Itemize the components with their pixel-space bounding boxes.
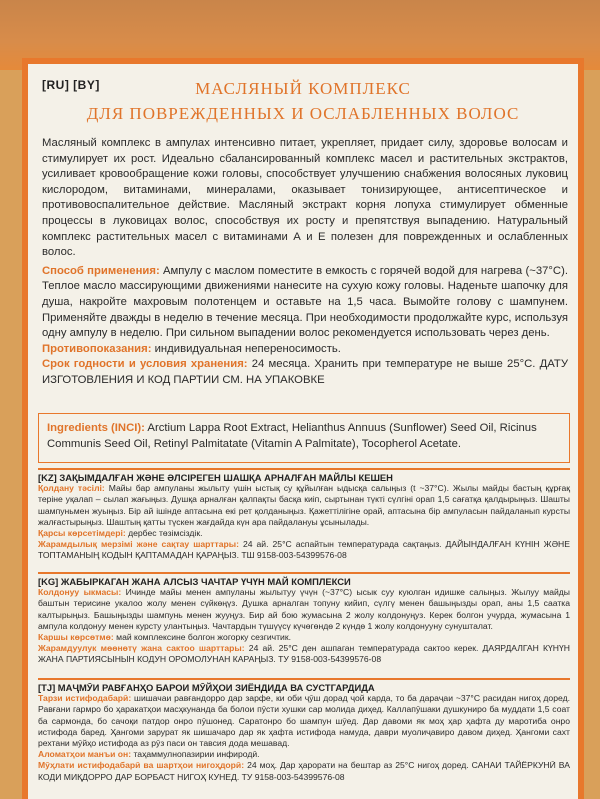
- ru-contra-label: Противопоказания:: [42, 342, 152, 355]
- kz-storage: [38, 539, 570, 561]
- tj-heading: [TJ] МАҶМӮИ РАВҒАНҲО БАРОИ МӮЙҲОИ ЗИЁНДИДА ВА СУСТГАРДИДА: [38, 682, 375, 693]
- kg-usage: [38, 587, 570, 632]
- kg-usage-label: Колдонуу ыкмасы:: [38, 587, 122, 598]
- product-title-line1: МАСЛЯНЫЙ КОМПЛЕКС: [195, 79, 411, 98]
- kz-usage-text: Майы бар ампуланы жылыту үшін ыстық су құйылған ыдысқа салыңыз (t ~37°С). Жылы майды бастың құрғақ теріне уқалап – сылап жағыңыз. Душқа арналған қалпақты басқа киіп, сыртынан түкті сүлгіні орап 1,5 сағатқа қалдырыңыз. Шашты шампуньмен жуыңыз. Бір ай ішінде аптасына екі рет қолданыңыз. Қажеттілігіне орай, аптасына бір ампуласын пайдаланып курсты жалғастырыңыз. Шаштың қатты түскен жағдайда күн ара пайдалануы ұсынылады.: [38, 483, 571, 527]
- kz-storage-text: 24 ай. 25°С аспайтын температурада сақтаңыз. ДАЙЫНДАЛҒАН КҮНІН ЖӘНЕ ТОПТАМАНЫҢ КОДЫН ҚАПТАМАДАН ҚАРАҢЫЗ. ТШ 9158-003-54399576-08: [38, 539, 570, 561]
- kz-usage-label: Қолдану тәсілі:: [38, 483, 105, 494]
- tj-contra-label: Аломатҳои манъи он:: [38, 749, 132, 760]
- ingredients-box: [38, 413, 570, 463]
- tj-storage-label: Мӯҳлати истифодабарӣ ва шартҳои нигоҳдорӣ:: [38, 760, 245, 771]
- language-codes: [RU] [BY]: [42, 78, 100, 92]
- kz-contra-label: Қарсы көрсетімдері:: [38, 528, 126, 539]
- divider-kz: [38, 468, 570, 470]
- tj-storage: [38, 760, 570, 782]
- kg-heading: [KG] ЖАБЫРКАГАН ЖАНА АЛСЫЗ ЧАЧТАР ҮЧҮН МАЙ КОМПЛЕКСИ: [38, 576, 351, 587]
- ru-contra-text: индивидуальная непереносимость.: [151, 342, 341, 355]
- ingredients-text: Arctium Lappa Root Extract, Helianthus Annuus (Sunflower) Seed Oil, Ricinus Communis Seed Oil, Retinyl Palmitatate (Vitamin A Palmitate), Tocopherol Acetate.: [47, 422, 537, 450]
- ru-contraindications: [42, 342, 568, 358]
- kg-storage: [38, 643, 570, 665]
- tj-contra: [38, 749, 570, 760]
- label-panel: [22, 58, 584, 799]
- ru-storage: [42, 357, 568, 388]
- tj-storage-text: 24 моҳ. Дар ҳарорати на бештар аз 25°С нигоҳ доред. САНАИ ТАЙЁРКУНӢ ВА КОДИ МИҚДОРРО ДАР БОРБАСТ НИГОҲ КУНЕД. ТУ 9158-003-54399576-08: [38, 760, 570, 782]
- ru-storage-text: 24 месяца. Хранить при температуре не выше 25°С. ДАТУ ИЗГОТОВЛЕНИЯ И КОД ПАРТИИ СМ. НА УПАКОВКЕ: [42, 358, 568, 386]
- tj-section: [38, 682, 570, 783]
- kg-section: [38, 576, 570, 666]
- kz-contra-text: дербес төзімсіздік.: [125, 528, 203, 539]
- tj-usage: [38, 693, 570, 749]
- kz-heading: [KZ] ЗАҚЫМДАЛҒАН ЖӘНЕ ӘЛСІРЕГЕН ШАШҚА АРНАЛҒАН МАЙЛЫ КЕШЕН: [38, 472, 393, 483]
- kg-contra: [38, 632, 570, 643]
- kg-contra-label: Каршы көрсөтмө:: [38, 632, 114, 643]
- ru-usage-label: Способ применения:: [42, 264, 160, 277]
- tj-contra-text: таҳаммулнопазирии инфиродӣ.: [131, 749, 260, 760]
- ru-usage: [42, 264, 568, 342]
- divider-kg: [38, 572, 570, 574]
- ru-description: Масляный комплекс в ампулах интенсивно питает, укрепляет, придает силу, здоровье волосам и стимулирует их рост. Идеально сбалансированный комплекс масел и растительных экстрактов, усиливает кровообращение кожи головы, способствует улучшению снабжения волосяных луковиц кислородом, витаминами, минералами, оказывает тонизирующее, антисептическое и противовоспалительное действие. Масляный экстракт корня лопуха стимулирует обменные процессы в луковицах волос, способствуя их росту и препятствуя выпадению. Натуральный комплекс растительных масел с витаминами А и Е полезен для поврежденных и ослабленных волос.: [42, 137, 568, 259]
- kz-storage-label: Жарамдылық мерзімі және сақтау шарттары:: [38, 539, 239, 550]
- ru-storage-label: Срок годности и условия хранения:: [42, 358, 248, 371]
- kz-usage: [38, 483, 570, 528]
- product-title-line2: ДЛЯ ПОВРЕЖДЕННЫХ И ОСЛАБЛЕННЫХ ВОЛОС: [86, 104, 520, 123]
- ru-usage-text: Ампулу с маслом поместите в емкость с горячей водой для нагрева (~37°С). Теплое масло массирующими движениями нанесите на сухую кожу головы. Наденьте шапочку для душа, накройте махровым полотенцем и оставьте на 1,5 часа. Вымойте голову с шампунем. Применяйте дважды в неделю в течение месяца. При необходимости продолжайте курс, используя одну ампулу в неделю. При сильном выпадении волос рекомендуется использовать через день.: [42, 264, 568, 340]
- kz-contra: [38, 528, 570, 539]
- kg-usage-text: Ичинде майы менен ампуланы жылытуу үчүн (~37°С) ысык суу куюлган идишке салыңыз. Жылуу майды баштын терисине укалоо жолу менен сүйкөңүз. Душка арналган топуну кийип, сүлгү менен башыңызды орап, аны 1,5 саатка калтырыңыз. Башыңызды шампунь менен жууңуз. Бир ай бою жумасына 2 жолу колдонуңуз. Керек болгон учурда, жумасына 1 ампула колдонуу менен курсту улантыңыз. Чачтардын түшүүсү күчөгөндө 2 күндө 1 жолу колдонууну сунушталат.: [38, 587, 570, 631]
- kg-storage-label: Жарамдуулук мөөнөтү жана сактоо шарттары:: [38, 643, 245, 654]
- kz-section: [38, 472, 570, 562]
- kg-contra-text: май комплексине болгон жогорку сезгичтик.: [113, 632, 291, 643]
- tj-usage-text: шишачаи равғандорро дар зарфе, ки оби ҷӯш дорад ҷой карда, то ба дараҷаи ~37°С расидан нигоҳ доред. Равғани гармро бо ҳаракатҳои масҳкунанда ба болои пӯсти хушки сар молида диҳед. Каллапӯшаки душкуниро ба муддати 1,5 соат ба сармонда, бо сачоқи патдор онро пӯшонед. Саратонро бо шампун шӯед. Дар давоми як моҳ ҳар ҳафта ду маротиба онро истифода баред. Ҳангоми зарурат як шишачаро дар як ҳафта истифода намуда, даври муолиҷавиро давом диҳед. Ҳангоми саxт рехтани мӯйҳо истифода аз рӯз паси он тавсия дода мешавад.: [38, 693, 570, 749]
- tj-usage-label: Тарзи истифодабарӣ:: [38, 693, 132, 704]
- ru-section: [42, 136, 568, 389]
- kg-storage-text: 24 ай. 25°С ден ашпаган температурада сактоо керек. ДАЯРДАЛГАН КҮНҮН ЖАНА ПАРТИЯСЫНЫН КОДУН ОРОМОЛУНАН КАРАҢЫЗ. ТУ 9158-003-54399576-08: [38, 643, 570, 665]
- divider-tj: [38, 678, 570, 680]
- ingredients-label: Ingredients (INCI):: [47, 422, 145, 434]
